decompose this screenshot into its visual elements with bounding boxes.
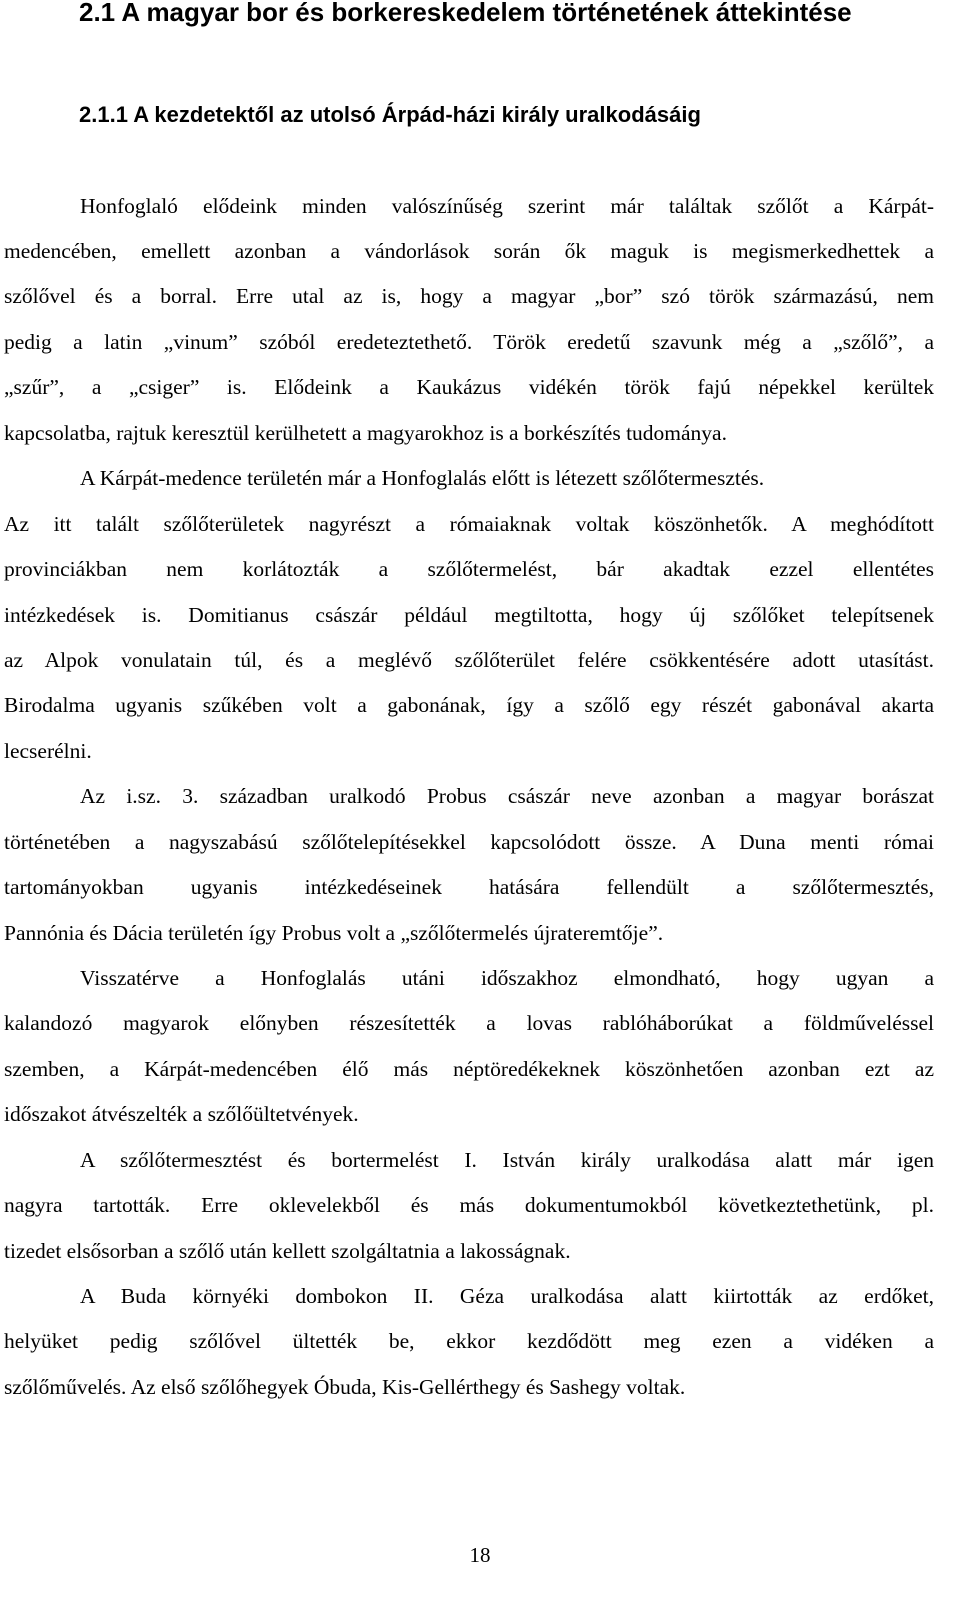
text-line: Visszatérve a Honfoglalás utáni időszakhoz elmondható, hogy ugyan a: [80, 966, 934, 990]
page-number: 18: [469, 1543, 491, 1567]
text-line: kalandozó magyarok előnyben részesítették a lovas rablóháborúkat a földműveléssel: [4, 1011, 934, 1035]
text-line: kapcsolatba, rajtuk keresztül kerülhetett a magyarokhoz is a borkészítés tudománya.: [4, 421, 727, 445]
text-line: Az itt talált szőlőterületek nagyrészt a rómaiaknak voltak köszönhetők. A meghódított: [4, 512, 934, 536]
text-line: helyüket pedig szőlővel ültették be, ekkor kezdődött meg ezen a vidéken a: [4, 1329, 934, 1353]
text-line: időszakot átvészelték a szőlőültetvények.: [4, 1102, 359, 1126]
subsection-heading: 2.1.1 A kezdetektől az utolsó Árpád-házi király uralkodásáig: [79, 102, 701, 127]
text-line: tizedet elsősorban a szőlő után kellett szolgáltatnia a lakosságnak.: [4, 1239, 571, 1263]
text-line: szőlőművelés. Az első szőlőhegyek Óbuda, Kis-Gellérthegy és Sashegy voltak.: [4, 1375, 686, 1399]
text-line: Birodalma ugyanis szűkében volt a gabonának, így a szőlő egy részét gabonával akarta: [4, 693, 934, 717]
text-line: A szőlőtermesztést és bortermelést I. István király uralkodása alatt már igen: [80, 1148, 934, 1172]
text-line: nagyra tartották. Erre oklevelekből és más dokumentumokból következtethetünk, pl.: [4, 1193, 934, 1217]
text-line: A Buda környéki dombokon II. Géza uralkodása alatt kiirtották az erdőket,: [80, 1284, 934, 1308]
text-line: történetében a nagyszabású szőlőtelepítésekkel kapcsolódott össze. A Duna menti római: [4, 830, 934, 854]
text-line: Pannónia és Dácia területén így Probus volt a „szőlőtermelés újrateremtője”.: [4, 921, 664, 945]
text-line: szemben, a Kárpát-medencében élő más néptöredékeknek köszönhetően azonban ezt az: [4, 1057, 934, 1081]
text-line: lecserélni.: [4, 739, 92, 763]
text-line: intézkedések is. Domitianus császár például megtiltotta, hogy új szőlőket telepítsenek: [4, 603, 934, 627]
text-line: Honfoglaló elődeink minden valószínűség szerint már találtak szőlőt a Kárpát-: [80, 194, 934, 218]
text-line: az Alpok vonulatain túl, és a meglévő szőlőterület felére csökkentésére adott utasítást.: [4, 648, 934, 672]
text-line: A Kárpát-medence területén már a Honfoglalás előtt is létezett szőlőtermesztés.: [80, 466, 765, 490]
text-line: Az i.sz. 3. században uralkodó Probus császár neve azonban a magyar borászat: [80, 784, 934, 808]
text-line: pedig a latin „vinum” szóból eredeteztethető. Török eredetű szavunk még a „szőlő”, a: [4, 330, 934, 354]
text-line: „szűr”, a „csiger” is. Elődeink a Kaukázus vidékén török fajú népekkel kerültek: [4, 375, 934, 399]
text-line: medencében, emellett azonban a vándorlások során ők maguk is megismerkedhettek a: [4, 239, 934, 263]
text-line: tartományokban ugyanis intézkedéseinek hatására fellendült a szőlőtermesztés,: [4, 875, 934, 899]
text-line: provinciákban nem korlátozták a szőlőtermelést, bár akadtak ezzel ellentétes: [4, 557, 934, 581]
section-heading: 2.1 A magyar bor és borkereskedelem történetének áttekintése: [79, 0, 852, 27]
text-line: szőlővel és a borral. Erre utal az is, hogy a magyar „bor” szó török származású, nem: [4, 284, 934, 308]
